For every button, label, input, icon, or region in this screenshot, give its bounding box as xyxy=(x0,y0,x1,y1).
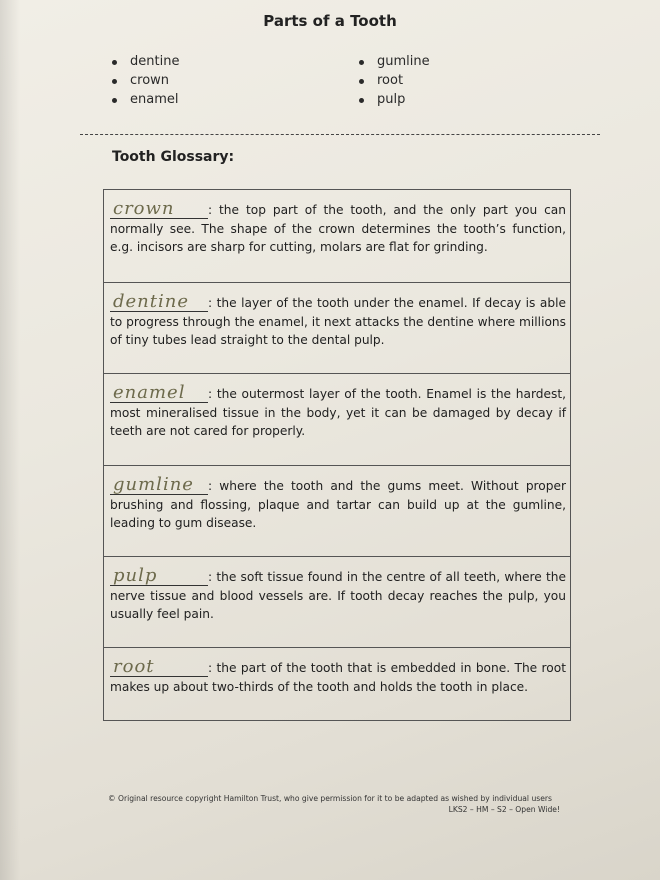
word-bank-item: dentine xyxy=(110,52,179,71)
page-title: Parts of a Tooth xyxy=(263,12,397,30)
definition-text: : where the tooth and the gums meet. Without proper brushing and flossing, plaque and tartar can build up at the gumline, leading to gum disease. xyxy=(110,479,566,530)
handwritten-answer: enamel xyxy=(110,384,208,403)
glossary-entry-gumline xyxy=(104,465,570,556)
glossary-entry-crown xyxy=(104,190,570,282)
word-bank-item: root xyxy=(357,71,430,90)
handwritten-answer: dentine xyxy=(110,293,208,312)
dashed-divider xyxy=(80,134,600,135)
handwritten-answer: pulp xyxy=(110,567,208,586)
glossary-entry-root xyxy=(104,647,570,720)
handwritten-answer: gumline xyxy=(110,476,208,495)
word-bank-item: enamel xyxy=(110,90,179,109)
resource-code: LKS2 – HM – S2 – Open Wide! xyxy=(448,805,560,814)
handwritten-answer: crown xyxy=(110,200,208,219)
definition-text: : the part of the tooth that is embedded in bone. The root makes up about two-thirds of the tooth and holds the tooth in place. xyxy=(110,661,566,694)
word-bank-right xyxy=(357,52,430,109)
definition-text: : the top part of the tooth, and the only part you can normally see. The shape of the crown determines the tooth’s function, e.g. incisors are sharp for cutting, molars are flat for grinding. xyxy=(110,203,566,254)
definition-text: : the layer of the tooth under the enamel. If decay is able to progress through the enamel, it next attacks the dentine where millions of tiny tubes lead straight to the dental pulp. xyxy=(110,296,566,347)
copyright-notice: © Original resource copyright Hamilton Trust, who give permission for it to be adapted as wished by individual users xyxy=(108,794,552,803)
glossary-table xyxy=(103,189,571,721)
word-bank-left xyxy=(110,52,179,109)
word-bank-item: crown xyxy=(110,71,179,90)
word-bank-item: gumline xyxy=(357,52,430,71)
definition-text: : the soft tissue found in the centre of all teeth, where the nerve tissue and blood vessels are. If tooth decay reaches the pulp, you usually feel pain. xyxy=(110,570,566,621)
glossary-entry-enamel xyxy=(104,373,570,465)
glossary-entry-dentine xyxy=(104,282,570,373)
glossary-entry-pulp xyxy=(104,556,570,647)
page-shadow xyxy=(0,0,20,880)
definition-text: : the outermost layer of the tooth. Enamel is the hardest, most mineralised tissue in the body, yet it can be damaged by decay if teeth are not cared for properly. xyxy=(110,387,566,438)
glossary-heading: Tooth Glossary: xyxy=(112,149,235,165)
footer xyxy=(108,793,560,814)
handwritten-answer: root xyxy=(110,658,208,677)
word-bank-item: pulp xyxy=(357,90,430,109)
